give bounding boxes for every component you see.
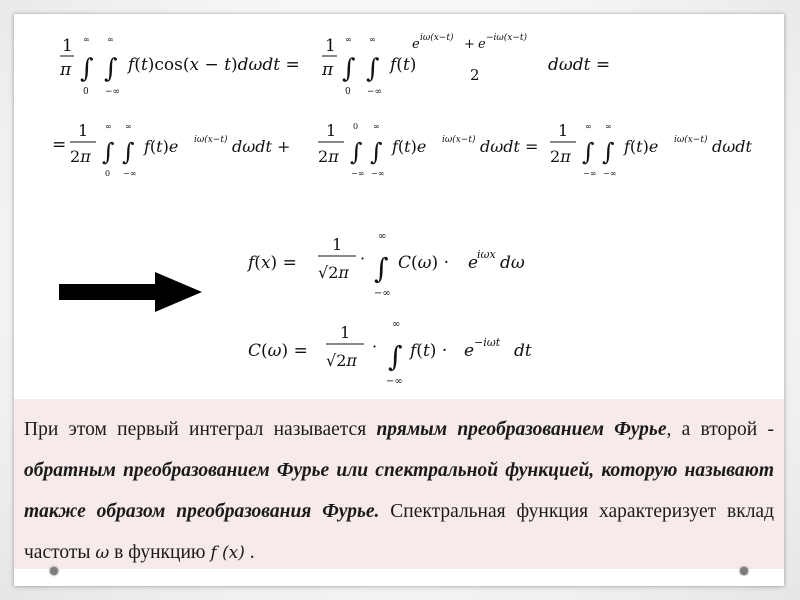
svg-text:1: 1 bbox=[332, 235, 343, 254]
formula-4 bbox=[246, 312, 566, 392]
svg-text:π: π bbox=[322, 60, 334, 80]
svg-text:dωdt =: dωdt = bbox=[548, 55, 611, 75]
svg-text:C(ω) =: C(ω) = bbox=[248, 341, 308, 361]
svg-text:∫: ∫ bbox=[350, 138, 363, 166]
svg-text:−∞: −∞ bbox=[583, 169, 597, 178]
svg-text:√2π: √2π bbox=[318, 263, 349, 282]
svg-text:√2π: √2π bbox=[326, 351, 357, 370]
svg-text:·: · bbox=[372, 337, 378, 356]
svg-text:−∞: −∞ bbox=[123, 169, 137, 178]
formula-1 bbox=[58, 22, 658, 102]
svg-text:∫: ∫ bbox=[582, 138, 595, 166]
text-part-1: При этом первый интеграл называется bbox=[24, 419, 377, 440]
svg-text:e: e bbox=[478, 37, 486, 52]
svg-text:2π: 2π bbox=[550, 147, 571, 166]
svg-text:dωdt =: dωdt = bbox=[480, 137, 539, 156]
svg-text:dωdt +: dωdt + bbox=[232, 137, 291, 156]
slide-corner-dot-left bbox=[50, 567, 58, 575]
formula-2 bbox=[52, 112, 772, 182]
svg-text:iωx: iωx bbox=[477, 248, 496, 261]
svg-text:f(t): f(t) bbox=[390, 55, 417, 75]
svg-text:f(t)e: f(t)e bbox=[144, 137, 179, 156]
svg-text:∫: ∫ bbox=[104, 54, 118, 84]
svg-text:0: 0 bbox=[353, 122, 359, 131]
svg-text:1: 1 bbox=[78, 121, 89, 140]
svg-text:∫: ∫ bbox=[122, 138, 135, 166]
svg-text:e: e bbox=[412, 37, 420, 52]
formula-4-svg bbox=[246, 312, 566, 392]
svg-text:0: 0 bbox=[345, 87, 351, 97]
svg-text:f(t)e: f(t)e bbox=[624, 137, 659, 156]
svg-text:∫: ∫ bbox=[342, 54, 356, 84]
text-direct-fourier: прямым преобразованием Фурье bbox=[376, 419, 667, 440]
svg-text:−∞: −∞ bbox=[351, 169, 365, 178]
svg-text:e: e bbox=[468, 253, 479, 273]
function-fx: f (x) bbox=[210, 543, 245, 563]
svg-text:−∞: −∞ bbox=[371, 169, 385, 178]
svg-text:dωdt: dωdt bbox=[712, 137, 752, 156]
svg-text:2π: 2π bbox=[70, 147, 91, 166]
svg-text:∞: ∞ bbox=[378, 231, 387, 242]
svg-text:−∞: −∞ bbox=[367, 87, 383, 97]
svg-text:f(x) =: f(x) = bbox=[248, 253, 297, 273]
svg-text:dω: dω bbox=[500, 253, 525, 273]
svg-text:f(t)e: f(t)e bbox=[392, 137, 427, 156]
right-arrow-icon bbox=[59, 270, 204, 314]
svg-text:1: 1 bbox=[62, 36, 73, 56]
explanation-text bbox=[14, 399, 784, 569]
svg-text:iω(x−t): iω(x−t) bbox=[420, 33, 454, 43]
svg-text:1: 1 bbox=[558, 121, 569, 140]
svg-text:=: = bbox=[52, 135, 67, 155]
svg-text:∫: ∫ bbox=[366, 54, 380, 84]
svg-text:1: 1 bbox=[326, 121, 337, 140]
svg-text:π: π bbox=[60, 60, 72, 80]
svg-text:0: 0 bbox=[83, 87, 89, 97]
svg-text:iω(x−t): iω(x−t) bbox=[442, 135, 476, 145]
formula-3-svg bbox=[246, 224, 566, 304]
svg-text:−∞: −∞ bbox=[603, 169, 617, 178]
formula-3 bbox=[246, 224, 566, 304]
svg-text:∞: ∞ bbox=[107, 35, 114, 44]
svg-text:f(t)cos(x − t)dωdt =: f(t)cos(x − t)dωdt = bbox=[128, 55, 300, 75]
svg-text:1: 1 bbox=[325, 36, 336, 56]
svg-text:∫: ∫ bbox=[370, 138, 383, 166]
svg-text:∫: ∫ bbox=[80, 54, 94, 84]
svg-text:dt: dt bbox=[514, 341, 532, 361]
text-part-3: Спектральная функция характеризует вклад частоты bbox=[24, 501, 774, 563]
svg-text:∞: ∞ bbox=[105, 122, 112, 131]
svg-text:∞: ∞ bbox=[83, 35, 90, 44]
svg-text:0: 0 bbox=[105, 169, 111, 178]
slide-corner-dot-right bbox=[740, 567, 748, 575]
svg-text:∞: ∞ bbox=[345, 35, 352, 44]
svg-text:·: · bbox=[360, 249, 366, 268]
svg-text:iω(x−t): iω(x−t) bbox=[674, 135, 708, 145]
svg-text:−iω(x−t): −iω(x−t) bbox=[486, 33, 528, 43]
svg-text:−∞: −∞ bbox=[374, 288, 391, 299]
svg-text:−∞: −∞ bbox=[386, 376, 403, 387]
svg-text:C(ω) ·: C(ω) · bbox=[398, 253, 449, 273]
slide bbox=[14, 14, 784, 586]
svg-text:1: 1 bbox=[340, 323, 351, 342]
svg-text:iω(x−t): iω(x−t) bbox=[194, 135, 228, 145]
svg-text:2π: 2π bbox=[318, 147, 339, 166]
formula-1-svg bbox=[58, 22, 658, 102]
svg-text:∞: ∞ bbox=[585, 122, 592, 131]
svg-text:2: 2 bbox=[470, 66, 480, 84]
svg-text:∫: ∫ bbox=[388, 340, 403, 373]
text-part-5: . bbox=[244, 542, 255, 563]
svg-text:−∞: −∞ bbox=[105, 87, 121, 97]
text-inverse-fourier: обратным преобразованием Фурье или спектральной функцией, которую называют также образом преобразования Фурье. bbox=[24, 460, 774, 522]
svg-text:∞: ∞ bbox=[392, 319, 401, 330]
svg-text:∫: ∫ bbox=[602, 138, 615, 166]
omega-symbol: ω bbox=[95, 543, 110, 563]
svg-text:e: e bbox=[464, 341, 475, 361]
svg-text:∞: ∞ bbox=[605, 122, 612, 131]
formula-2-svg bbox=[52, 112, 772, 182]
svg-text:∞: ∞ bbox=[369, 35, 376, 44]
svg-text:∫: ∫ bbox=[102, 138, 115, 166]
text-part-4: в функцию bbox=[109, 542, 211, 563]
svg-text:∞: ∞ bbox=[125, 122, 132, 131]
svg-text:∫: ∫ bbox=[374, 252, 389, 285]
svg-text:−iωt: −iωt bbox=[474, 336, 501, 349]
svg-text:+: + bbox=[464, 37, 475, 52]
svg-text:f(t) ·: f(t) · bbox=[410, 341, 448, 361]
svg-text:∞: ∞ bbox=[373, 122, 380, 131]
text-part-2: , а второй - bbox=[666, 419, 774, 440]
